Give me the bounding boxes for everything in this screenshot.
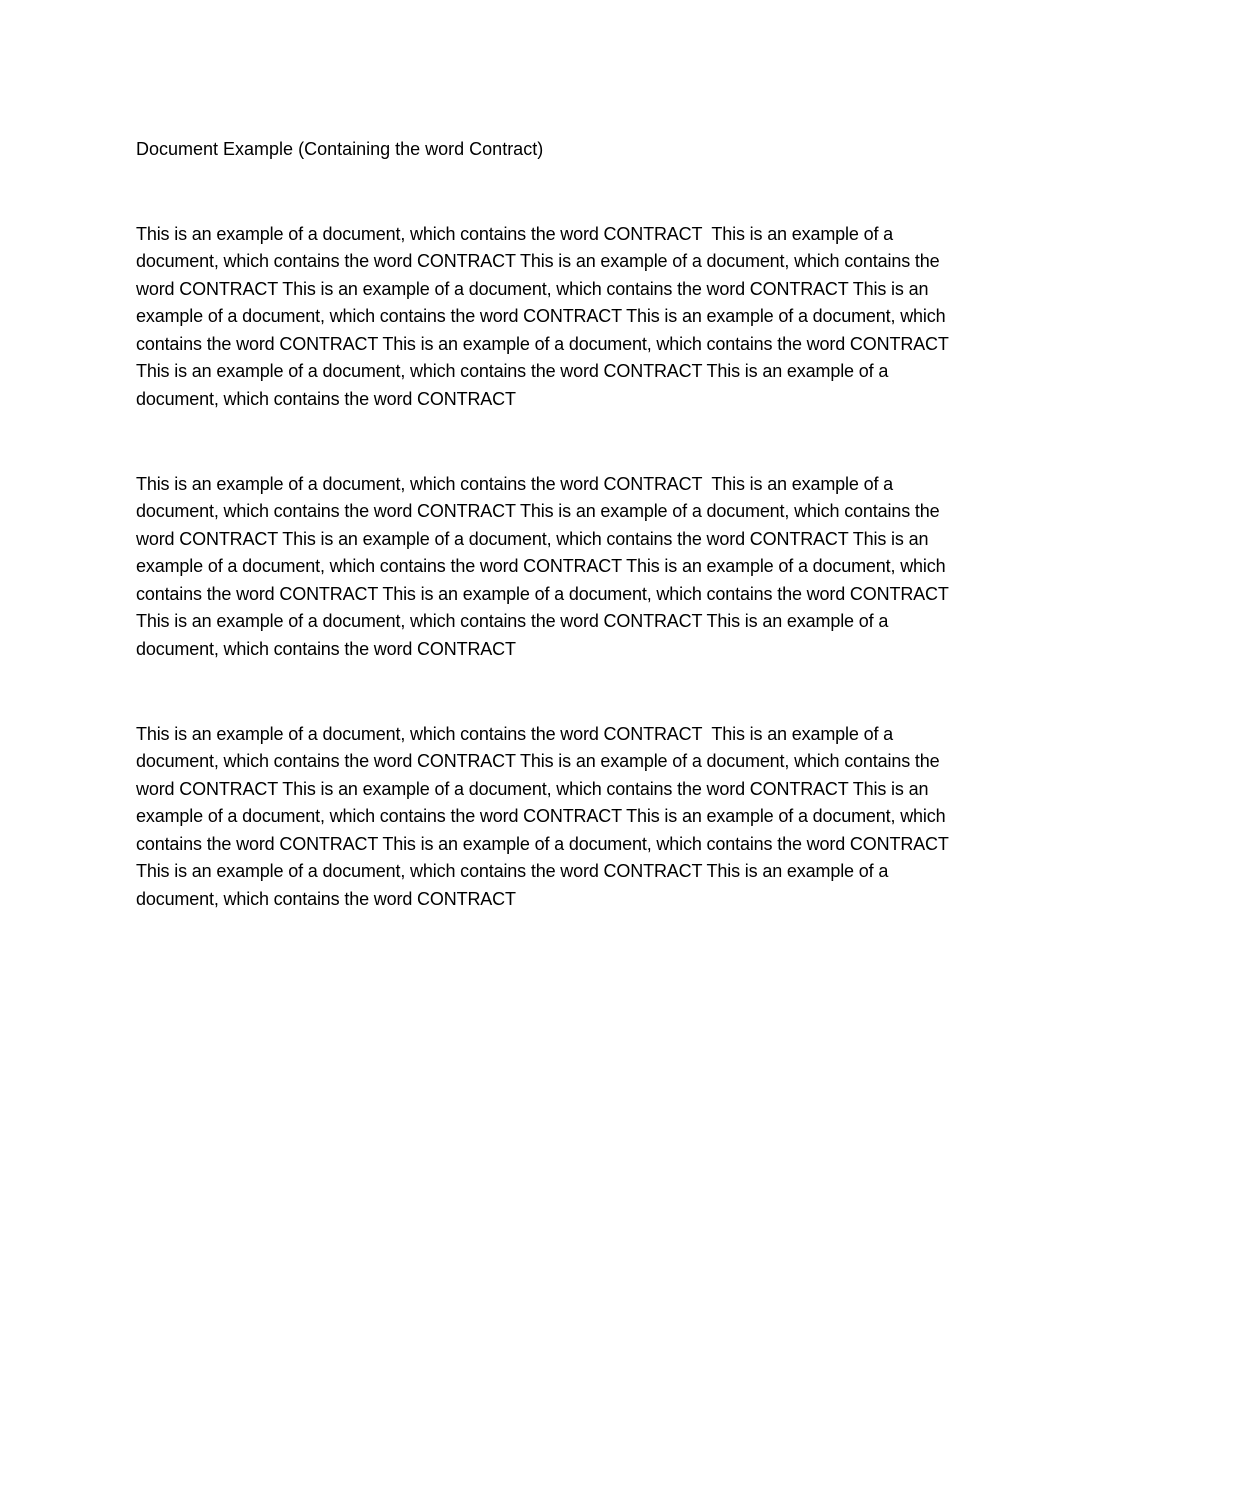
paragraph-line: word CONTRACT This is an example of a document, which contains the word CONTRACT This is an [136,279,929,299]
paragraph-line: example of a document, which contains the word CONTRACT This is an example of a document, which [136,556,946,576]
paragraph-line: This is an example of a document, which contains the word CONTRACT This is an example of a [136,611,889,631]
paragraph-line: This is an example of a document, which contains the word CONTRACT This is an example of a [136,724,894,744]
paragraph-line: word CONTRACT This is an example of a document, which contains the word CONTRACT This is an [136,779,929,799]
paragraph-line: example of a document, which contains the word CONTRACT This is an example of a document, which [136,306,946,326]
paragraph-line: document, which contains the word CONTRACT This is an example of a document, which contains the [136,751,940,771]
paragraph-line: This is an example of a document, which contains the word CONTRACT This is an example of a [136,224,894,244]
paragraph-line: This is an example of a document, which contains the word CONTRACT This is an example of a [136,474,894,494]
paragraph-line: document, which contains the word CONTRACT This is an example of a document, which contains the [136,501,940,521]
paragraph-line: document, which contains the word CONTRACT [136,389,516,409]
paragraph-line: contains the word CONTRACT This is an example of a document, which contains the word CONTRACT [136,584,949,604]
paragraph-line: document, which contains the word CONTRACT [136,889,516,909]
document-title: Document Example (Containing the word Contract) [136,139,544,159]
paragraph-line: This is an example of a document, which contains the word CONTRACT This is an example of a [136,361,889,381]
paragraph-line: document, which contains the word CONTRACT [136,639,516,659]
paragraph-line: contains the word CONTRACT This is an example of a document, which contains the word CONTRACT [136,334,949,354]
paragraph-line: This is an example of a document, which contains the word CONTRACT This is an example of a [136,861,889,881]
paragraph-line: contains the word CONTRACT This is an example of a document, which contains the word CONTRACT [136,834,949,854]
paragraph-line: word CONTRACT This is an example of a document, which contains the word CONTRACT This is an [136,529,929,549]
paragraph-line: document, which contains the word CONTRACT This is an example of a document, which contains the [136,251,940,271]
paragraph-line: example of a document, which contains the word CONTRACT This is an example of a document, which [136,806,946,826]
